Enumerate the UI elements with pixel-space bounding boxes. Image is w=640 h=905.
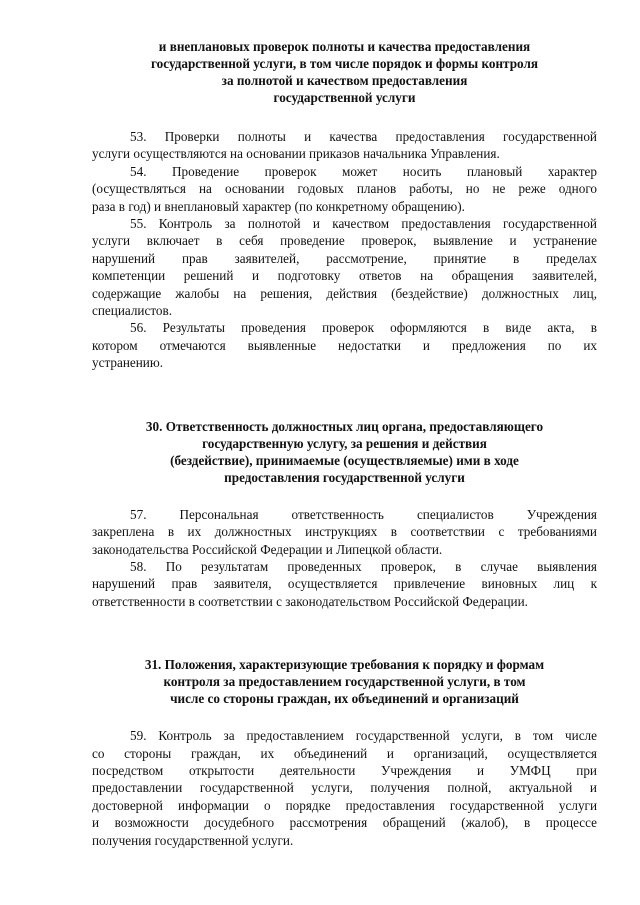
heading-line: числе со стороны граждан, их объединений и организаций [170,691,519,707]
paragraph-line: достоверной информации о порядке предоставления государственной услуги [92,797,597,813]
paragraph-58 [92,558,597,610]
paragraph-line: со стороны граждан, их объединений и организаций, осуществляется [92,745,597,761]
heading-line: государственной услуги [273,90,416,105]
paragraph-line: законодательства Российской Федерации и Липецкой области. [92,541,443,557]
paragraph-line: услуги включает в себя проведение проверок, выявление и устранение [92,233,597,249]
paragraph-line: закреплена в их должностных инструкциях в соответствии с требованиями [92,524,597,540]
paragraph-line: 53. Проверки полноты и качества предоставления государственной [130,129,597,144]
heading-line: за полнотой и качеством предоставления [221,73,468,88]
paragraph-54 [92,163,597,215]
paragraph-line: нарушений прав заявителя, осуществляется привлечение виновных лиц к [92,576,597,592]
section-31-heading [92,656,597,707]
paragraph-line: 55. Контроль за полнотой и качеством предоставления государственной [130,216,597,232]
heading-line: 30. Ответственность должностных лиц органа, предоставляющего [145,418,544,434]
paragraph-line: 54. Проведение проверок может носить плановый характер [130,163,597,179]
paragraph-line: (осуществляться на основании годовых планов работы, но не реже одного [92,181,597,197]
paragraph-line: ответственности в соответствии с законодательством Российской Федерации. [92,593,528,609]
heading-line: государственной услуги, в том числе порядок и формы контроля [151,56,538,71]
heading-line: и внеплановых проверок полноты и качества предоставления [158,39,531,54]
section-30-heading [92,418,597,486]
paragraph-line: посредством открытости деятельности Учреждения и УМФЦ при [92,762,597,778]
section-29-heading [92,38,597,106]
paragraph-line: устранению. [92,355,163,371]
heading-line: государственную услугу, за решения и действия [202,435,487,451]
paragraph-57 [92,506,597,558]
heading-line: (бездействие), принимаемые (осуществляемые) ими в ходе [170,452,519,468]
paragraph-line: 59. Контроль за предоставлением государственной услуги, в том числе [130,728,597,744]
paragraph-line: предоставлении государственной услуги, получения полной, актуальной и [92,780,597,796]
heading-line: контроля за предоставлением государственной услуги, в том [163,674,526,690]
paragraph-line: и возможности досудебного рассмотрения обращений (жалоб), в процессе [92,815,597,831]
paragraph-line: услуги осуществляются на основании приказов начальника Управления. [92,146,500,162]
heading-line: предоставления государственной услуги [224,469,465,485]
paragraph-59 [92,727,597,849]
paragraph-line: компетенции решений и подготовку ответов на обращения заявителей, [92,268,597,284]
paragraph-53 [92,128,597,163]
paragraph-line: 56. Результаты проведения проверок оформляются в виде акта, в [130,320,597,336]
paragraph-line: 57. Персональная ответственность специалистов Учреждения [130,506,597,522]
paragraph-55 [92,215,597,319]
paragraph-line: специалистов. [92,303,173,319]
paragraph-line: котором отмечаются выявленные недостатки и предложения по их [92,337,597,353]
paragraph-line: 58. По результатам проведенных проверок, в случае выявления [130,558,597,574]
paragraph-line: получения государственной услуги. [92,832,294,848]
paragraph-line: содержащие жалобы на решения, действия (бездействие) должностных лиц, [92,285,597,301]
paragraph-line: раза в год) и внеплановый характер (по конкретному обращению). [92,198,465,214]
paragraph-line: нарушений прав заявителей, рассмотрение, принятие в пределах [92,250,597,266]
heading-line: 31. Положения, характеризующие требования к порядку и формам [144,657,545,673]
document-page [92,38,597,849]
paragraph-56 [92,319,597,371]
